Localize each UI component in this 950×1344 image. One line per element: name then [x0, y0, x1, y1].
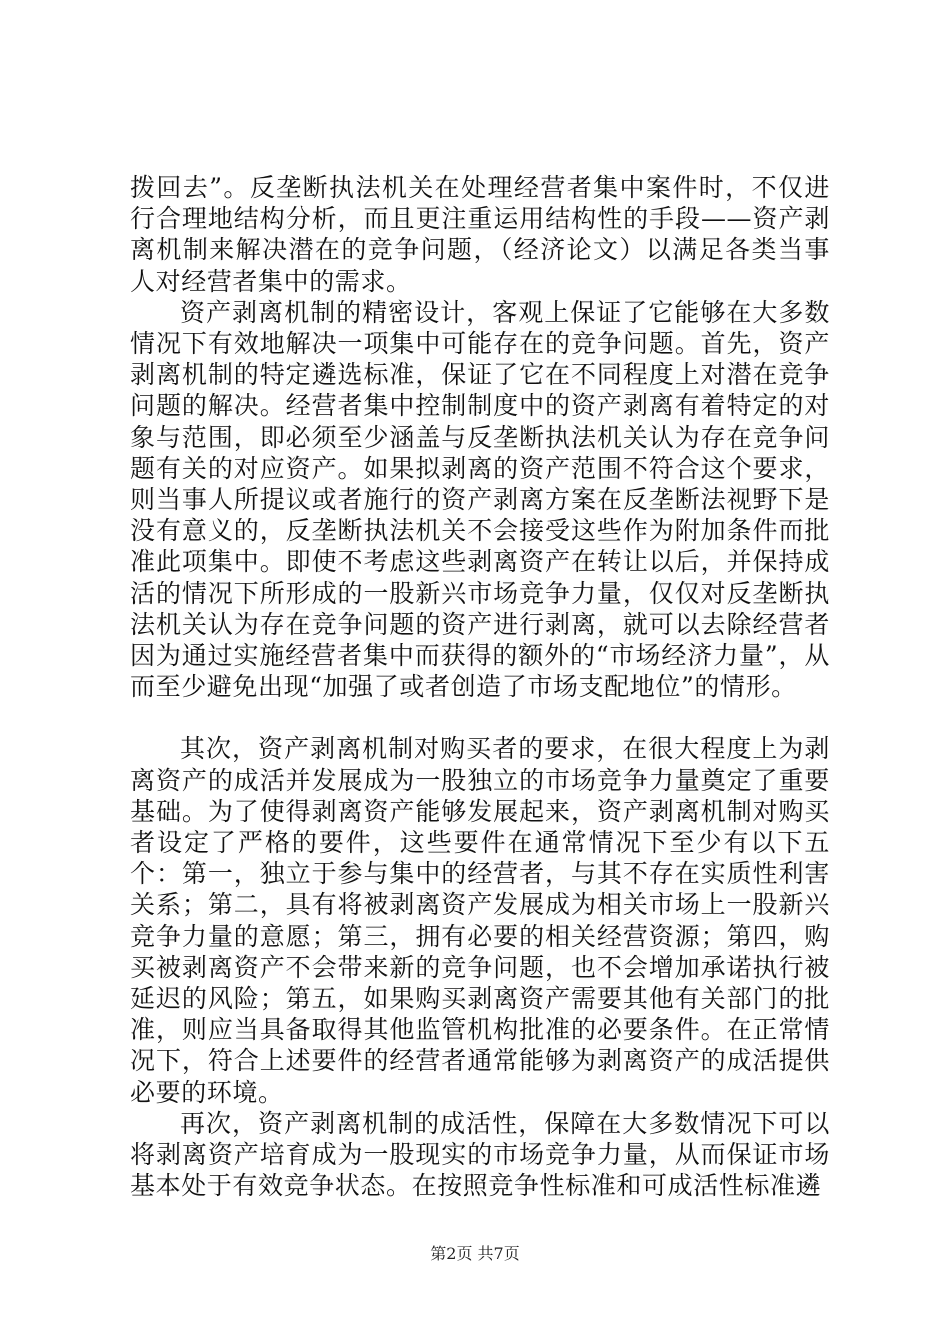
paragraph-buyer-requirements: 其次，资产剥离机制对购买者的要求，在很大程度上为剥离资产的成活并发展成为一股独立的市场竞争力量奠定了重要基础。为了使得剥离资产能够发展起来，资产剥离机制对购买者设定了严格的要件，这些要件在通常情况下至少有以下五个：第一，独立于参与集中的经营者，与其不存在实质性利害关系；第二，具有将被剥离资产发展成为相关市场上一股新兴竞争力量的意愿；第三，拥有必要的相关经营资源；第四，购买被剥离资产不会带来新的竞争问题，也不会增加承诺执行被延迟的风险；第五，如果购买剥离资产需要其他有关部门的批准，则应当具备取得其他监管机构批准的必要条件。在正常情况下，符合上述要件的经营者通常能够为剥离资产的成活提供必要的环境。: [130, 734, 830, 1107]
document-body: [130, 172, 830, 1202]
paragraph-viability: 再次，资产剥离机制的成活性，保障在大多数情况下可以将剥离资产培育成为一股现实的市场竞争力量，从而保证市场基本处于有效竞争状态。在按照竞争性标准和可成活性标准遴: [130, 1108, 830, 1201]
paragraph-asset-divestiture-design: 资产剥离机制的精密设计，客观上保证了它能够在大多数情况下有效地解决一项集中可能存在的竞争问题。首先，资产剥离机制的特定遴选标准，保证了它在不同程度上对潜在竞争问题的解决。经营者集中控制制度中的资产剥离有着特定的对象与范围，即必须至少涵盖与反垄断执法机关认为存在竞争问题有关的对应资产。如果拟剥离的资产范围不符合这个要求，则当事人所提议或者施行的资产剥离方案在反垄断法视野下是没有意义的，反垄断执法机关不会接受这些作为附加条件而批准此项集中。即使不考虑这些剥离资产在转让以后，并保持成活的情况下所形成的一股新兴市场竞争力量，仅仅对反垄断执法机关认为存在竞争问题的资产进行剥离，就可以去除经营者因为通过实施经营者集中而获得的额外的“市场经济力量”，从而至少避免出现“加强了或者创造了市场支配地位”的情形。: [130, 297, 830, 702]
paragraph-continuation: 拨回去”。反垄断执法机关在处理经营者集中案件时，不仅进行合理地结构分析，而且更注重运用结构性的手段——资产剥离机制来解决潜在的竞争问题，（经济论文）以满足各类当事人对经营者集中的需求。: [130, 173, 830, 296]
page-number-footer: 第2页 共7页: [430, 1244, 520, 1263]
